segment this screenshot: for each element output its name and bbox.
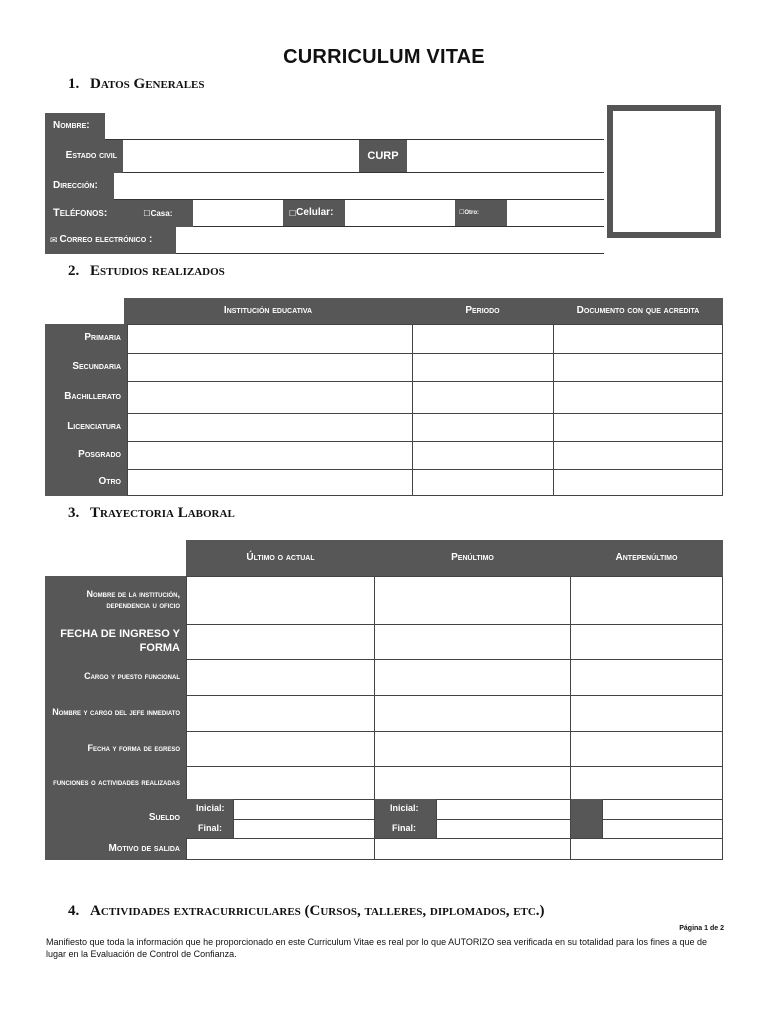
career-cell[interactable]	[570, 576, 723, 625]
studies-row-label: Licenciatura	[45, 413, 127, 441]
career-cell[interactable]	[374, 659, 571, 696]
career-cell[interactable]	[186, 576, 375, 625]
section-heading-general: 1. Datos Generales	[68, 76, 205, 92]
career-cell[interactable]	[374, 576, 571, 625]
sueldo-final-label-1: Final:	[186, 819, 234, 838]
consent-notice: Manifiesto que toda la información que he proporcionado en este Curriculum Vitae es real por lo que AUTORIZO sea verificada en su totalidad para los fines a que de lugar en la Evaluación de Control de Confianza.	[46, 937, 708, 959]
studies-cell[interactable]	[553, 441, 723, 470]
motivo-cell[interactable]	[186, 838, 375, 860]
studies-row-label: Secundaria	[45, 353, 127, 381]
motivo-cell[interactable]	[570, 838, 723, 860]
studies-cell[interactable]	[412, 441, 554, 470]
studies-cell[interactable]	[553, 413, 723, 442]
career-header-antepenultimo: Antepenúltimo	[570, 540, 723, 576]
sueldo-inicial-input-1[interactable]	[233, 799, 375, 820]
page-number: Página 1 de 2	[679, 925, 724, 932]
otro-label: ☐ Otro:	[455, 200, 507, 227]
studies-cell[interactable]	[553, 353, 723, 382]
studies-row-label: Bachillerato	[45, 381, 127, 413]
sueldo-inicial-input-3[interactable]	[602, 799, 723, 820]
career-cell[interactable]	[186, 731, 375, 767]
studies-cell[interactable]	[127, 324, 413, 354]
sueldo-label: Sueldo	[45, 799, 186, 838]
studies-cell[interactable]	[127, 381, 413, 414]
correo-label: ✉ Correo electrónico :	[45, 227, 176, 254]
studies-row-label: Posgrado	[45, 441, 127, 469]
career-header-ultimo: Último o actual	[186, 540, 375, 576]
studies-cell[interactable]	[412, 324, 554, 354]
sueldo-inicial-input-2[interactable]	[436, 799, 571, 820]
sueldo-final-input-2[interactable]	[436, 819, 571, 839]
studies-row-label: Otro	[45, 469, 127, 496]
studies-cell[interactable]	[127, 413, 413, 442]
nombre-line	[105, 139, 604, 140]
nombre-label: Nombre:	[45, 113, 105, 140]
celular-label: ☐ Celular:	[283, 200, 345, 227]
career-row-label: Fecha y forma de egreso	[45, 731, 186, 766]
other-phone-icon: ☐	[459, 209, 465, 216]
studies-cell[interactable]	[127, 353, 413, 382]
direccion-label: Dirección:	[45, 173, 114, 200]
sueldo-final-input-1[interactable]	[233, 819, 375, 839]
telefonos-label: Teléfonos: ☐ Casa:	[45, 200, 193, 227]
career-cell[interactable]	[186, 695, 375, 732]
career-row-label: FECHA DE INGRESO Y FORMA	[45, 624, 186, 659]
career-cell[interactable]	[374, 766, 571, 800]
motivo-cell[interactable]	[374, 838, 571, 860]
career-row-label: Nombre de la institución, dependencia u oficio	[45, 576, 186, 624]
career-header-penultimo: Penúltimo	[375, 540, 570, 576]
career-row-label: Cargo y puesto funcional	[45, 659, 186, 695]
career-cell[interactable]	[570, 624, 723, 660]
email-icon: ✉	[50, 234, 58, 245]
studies-cell[interactable]	[553, 324, 723, 354]
career-cell[interactable]	[186, 624, 375, 660]
sueldo-inicial-label-2: Inicial:	[375, 799, 437, 819]
sueldo-final-label-2: Final:	[375, 819, 437, 838]
studies-cell[interactable]	[553, 381, 723, 414]
career-cell[interactable]	[570, 659, 723, 696]
sueldo-label-block-3	[571, 799, 603, 838]
studies-cell[interactable]	[553, 469, 723, 496]
career-cell[interactable]	[374, 695, 571, 732]
studies-cell[interactable]	[412, 381, 554, 414]
studies-cell[interactable]	[127, 441, 413, 470]
correo-line	[176, 253, 604, 254]
curp-label: CURP	[359, 140, 407, 173]
estado-civil-label: Estado civil	[45, 140, 123, 173]
sueldo-final-input-3[interactable]	[602, 819, 723, 839]
career-row-label: funciones o actividades realizadas	[45, 766, 186, 799]
career-cell[interactable]	[374, 624, 571, 660]
mobile-icon: ☐	[289, 208, 297, 218]
studies-header-institucion: Institución educativa	[124, 298, 412, 324]
studies-header-periodo: Periodo	[412, 298, 553, 324]
sueldo-inicial-label-1: Inicial:	[186, 799, 234, 819]
career-cell[interactable]	[570, 695, 723, 732]
career-cell[interactable]	[186, 766, 375, 800]
studies-cell[interactable]	[127, 469, 413, 496]
career-cell[interactable]	[374, 731, 571, 767]
studies-cell[interactable]	[412, 469, 554, 496]
phone-icon: ☐	[143, 208, 151, 218]
career-cell[interactable]	[570, 731, 723, 767]
telefonos-line	[193, 226, 604, 227]
career-cell[interactable]	[186, 659, 375, 696]
section-heading-extracurricular: 4. Actividades extracurriculares (Cursos, talleres, diplomados, etc.)	[68, 903, 545, 919]
career-row-label: Nombre y cargo del jefe inmediato	[45, 695, 186, 731]
section-heading-career: 3. Trayectoria Laboral	[68, 505, 235, 521]
career-cell[interactable]	[570, 766, 723, 800]
section-heading-studies: 2. Estudios realizados	[68, 263, 225, 279]
photo-box	[607, 105, 721, 238]
estado-civil-line	[123, 172, 604, 173]
studies-cell[interactable]	[412, 353, 554, 382]
page-title: CURRICULUM VITAE	[283, 46, 485, 68]
studies-cell[interactable]	[412, 413, 554, 442]
studies-header-documento: Documento con que acredita	[553, 298, 723, 324]
studies-row-label: Primaria	[45, 324, 127, 353]
motivo-salida-label: Motivo de salida	[45, 838, 186, 860]
